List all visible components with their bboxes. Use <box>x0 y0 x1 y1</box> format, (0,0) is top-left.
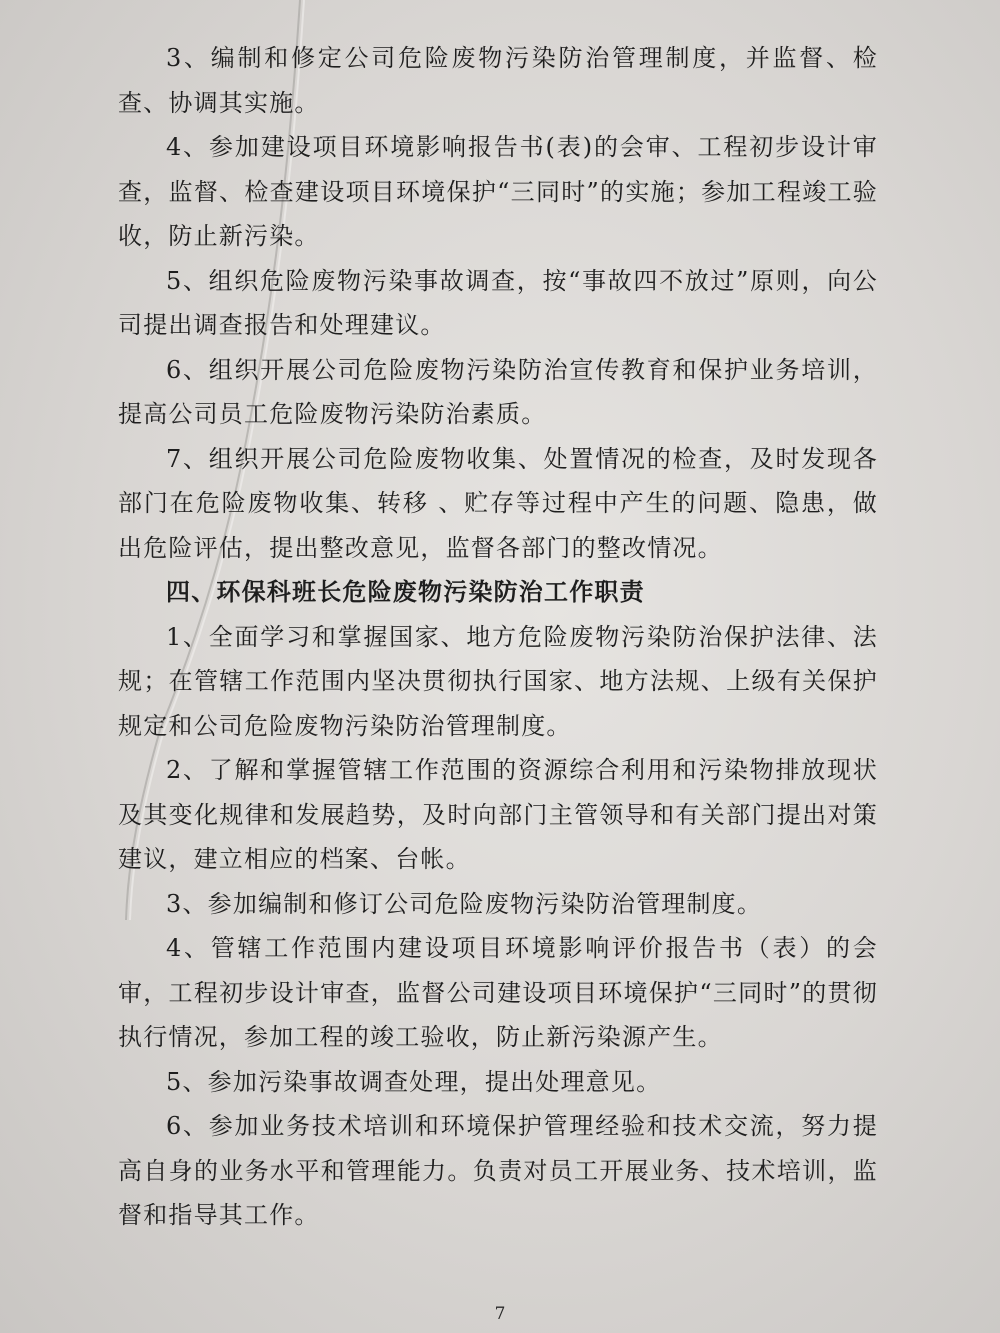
page-number: 7 <box>494 1304 506 1324</box>
paragraph-item-5: 5、组织危险废物污染事故调查，按“事故四不放过”原则，向公司提出调查报告和处理建议。 <box>118 266 878 339</box>
section-heading: 四、环保科班长危险废物污染防治工作职责 <box>166 577 645 606</box>
paragraph-item-7: 7、组织开展公司危险废物收集、处置情况的检查，及时发现各部门在危险废物收集、转移 、贮存等过程中产生的问题、隐患，做出危险评估，提出整改意见，监督各部门的整改情况。 <box>118 444 878 562</box>
section-paragraph-2: 2、了解和掌握管辖工作范围的资源综合利用和污染物排放现状及其变化规律和发展趋势，及时向部门主管领导和有关部门提出对策建议，建立相应的档案、台帐。 <box>118 756 878 873</box>
paragraph-item-6: 6、组织开展公司危险废物污染防治宣传教育和保护业务培训，提高公司员工危险废物污染防治素质。 <box>118 355 878 428</box>
section-paragraph-5: 5、参加污染事故调查处理，提出处理意见。 <box>166 1067 662 1096</box>
section-paragraph-1: 1、全面学习和掌握国家、地方危险废物污染防治保护法律、法规；在管辖工作范围内坚决贯彻执行国家、地方法规、上级有关保护规定和公司危险废物污染防治管理制度。 <box>118 622 878 740</box>
section-paragraph-6: 6、参加业务技术培训和环境保护管理经验和技术交流，努力提高自身的业务水平和管理能力。负责对员工开展业务、技术培训，监督和指导其工作。 <box>118 1112 878 1229</box>
document-body <box>118 36 878 1238</box>
paragraph-item-3: 3、编制和修定公司危险废物污染防治管理制度，并监督、检查、协调其实施。 <box>118 44 878 117</box>
paragraph-item-4: 4、参加建设项目环境影响报告书(表)的会审、工程初步设计审查，监督、检查建设项目环境保护“三同时”的实施；参加工程竣工验收，防止新污染。 <box>118 133 878 250</box>
section-paragraph-3: 3、参加编制和修订公司危险废物污染防治管理制度。 <box>166 889 763 918</box>
section-paragraph-4: 4、管辖工作范围内建设项目环境影响评价报告书（表）的会审，工程初步设计审查，监督公司建设项目环境保护“三同时”的贯彻执行情况，参加工程的竣工验收，防止新污染源产生。 <box>118 934 878 1051</box>
